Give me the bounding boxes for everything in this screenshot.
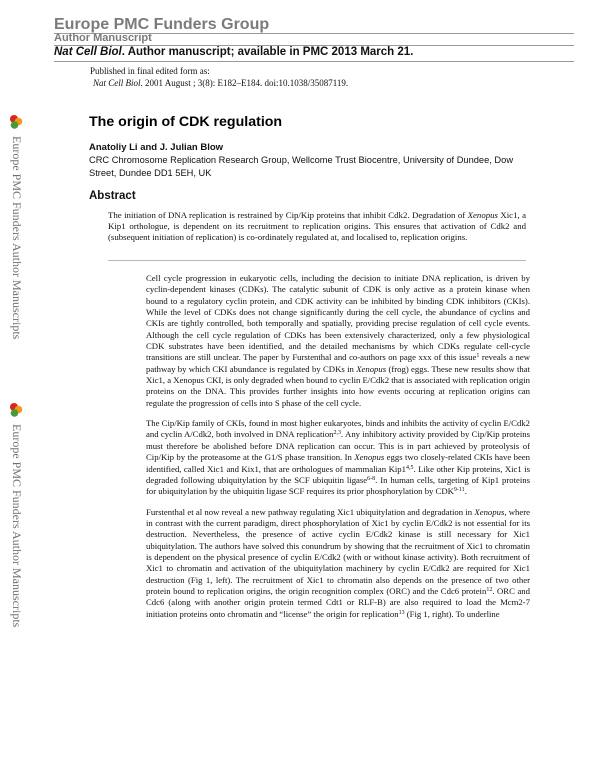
article-body (146, 273, 530, 629)
paragraph: Cell cycle progression in eukaryotic cells, including the decision to initiate DNA replication, is driven by cyclin-dependent kinases (CDKs). The catalytic subunit of CDK is only active as a protein kinase when bound to a regulatory cyclin protein, and CDK activity can be inhibited by binding CDK inhibitors (CKIs). While the level of CDKs does not change significantly during the cell cycle, the abundance of cyclins and CKIs are tightly controlled, both temporally and spatially, providing precise regulation of cell cycle events. Although the cell cycle regulation of CDKs has been extensively characterized, only a few physiological CDK substrates have been identified, and the detailed mechanisms by which CDKs regulate cell-cycle transitions are still unclear. The paper by Furstenthal and co-authors on page xxx of this issue$^1$ reveals a new pathway by which CKI abundance is regulated by CDKs in Xenopus (frog) eggs. These new results show that Xic1, a Xenopus CKI, is only degraded when bound to cyclin E/Cdk2 that is associated with replication origin proteins on the DNA. This provides further insights into how events occuring at replication origins can regulate the progression of cells into S phase of the cell cycle. (146, 273, 530, 408)
paragraph: Furstenthal et al now reveal a new pathway regulating Xic1 ubiquitylation and degradation in Xenopus, where in contrast with the current paradigm, direct phosphorylation of Xic1 by cyclin E/Cdk2 is not essential for its destruction. Nevertheless, the presence of active cyclin E/Cdk2 kinase is still necessary for Xic1 ubiquitylation. The authors have solved this conundrum by showing that the recruitment of Xic1 to chromatin is dependent on the physical presence of cyclin E/Cdk2 (with or without kinase activity). Both recruitment of Xic1 to chromatin and activation of the ubiquitylation machinery by cyclin E/Cdk2 are required for Xic1 destruction (Fig 1, left). The recruitment of Xic1 to chromatin also depends on the presence of two other protein bound to replication origins, the origin recognition complex (ORC) and the Cdc6 protein$^{12}$. ORC and Cdc6 (along with another origin protein termed Cdt1 or RLF-B) are also required to load the Mcm2-7 initiation proteins onto chromatin and “license” the origin for replication$^{13}$ (Fig 1, right). To underline (146, 506, 530, 619)
abstract-separator (108, 260, 526, 261)
funders-group-title: Europe PMC Funders Group (54, 16, 270, 33)
affiliation: CRC Chromosome Replication Research Group, Wellcome Trust Biocentre, University of Dundee, Dow Street, Dundee DD1 5EH, UK (89, 155, 514, 178)
published-in-label: Published in final edited form as: (90, 66, 210, 76)
europe-pmc-logo-icon (9, 114, 23, 130)
author-manuscript-label: Author Manuscript (54, 32, 152, 44)
paragraph: The Cip/Kip family of CKIs, found in most higher eukaryotes, binds and inhibits the activity of cyclin E/Cdk2 and cyclin A/Cdk2, both involved in DNA replication$^{2,3}$. Any inhibitory activity provided by Cip/Kip proteins must therefore be abolished before DNA replication can occur. This is in part achieved by proteolysis of Cip/Kip by the proteasome at the G1/S phase transition. In Xenopus eggs two closely-related CKIs have been identified, called Xic1 and Kix1, that are orthologues of mammalian Kip1$^{4,5}$. Like other Kip proteins, Xic1 is degraded following ubiquitylation by the SCF ubiquitin ligase$^{6-8}$. In human cells, targeting of Kip1 proteins for ubiquitylation by the ubiquitin ligase SCF requires its prior phosphorylation by CDK$^{9-11}$. (146, 418, 531, 497)
sidebar-watermark-text: Europe PMC Funders Author Manuscripts (10, 136, 24, 340)
citation (90, 77, 348, 89)
article-title: The origin of CDK regulation (89, 114, 283, 130)
publication-info (90, 65, 348, 89)
header-rule-3 (54, 61, 574, 62)
sidebar-watermark (5, 110, 27, 380)
journal-name: Nat Cell Biol (54, 46, 122, 58)
sidebar-watermark (5, 398, 27, 668)
abstract-text: The initiation of DNA replication is restrained by Cip/Kip proteins that inhibit Cdk2. Degradation of Xenopus Xic1, a Kip1 orthologue, is dependent on its recruitment to replication origins. This ensures that activation of Cdk2 and (subsequent initiation of replication) is co-ordinately regulated at, and localised to, replication origins. (108, 210, 526, 243)
sidebar-watermark-text: Europe PMC Funders Author Manuscripts (10, 424, 24, 628)
journal-availability (54, 46, 413, 58)
citation-details: . 2001 August ; 3(8): E182–E184. doi:10.1038/35087119. (140, 78, 349, 88)
abstract-heading: Abstract (89, 190, 136, 202)
citation-journal: Nat Cell Biol (93, 78, 141, 88)
authors: Anatoliy Li and J. Julian Blow (89, 142, 224, 153)
journal-availability-text: . Author manuscript; available in PMC 2013 March 21. (121, 46, 414, 58)
europe-pmc-logo-icon (9, 402, 23, 418)
